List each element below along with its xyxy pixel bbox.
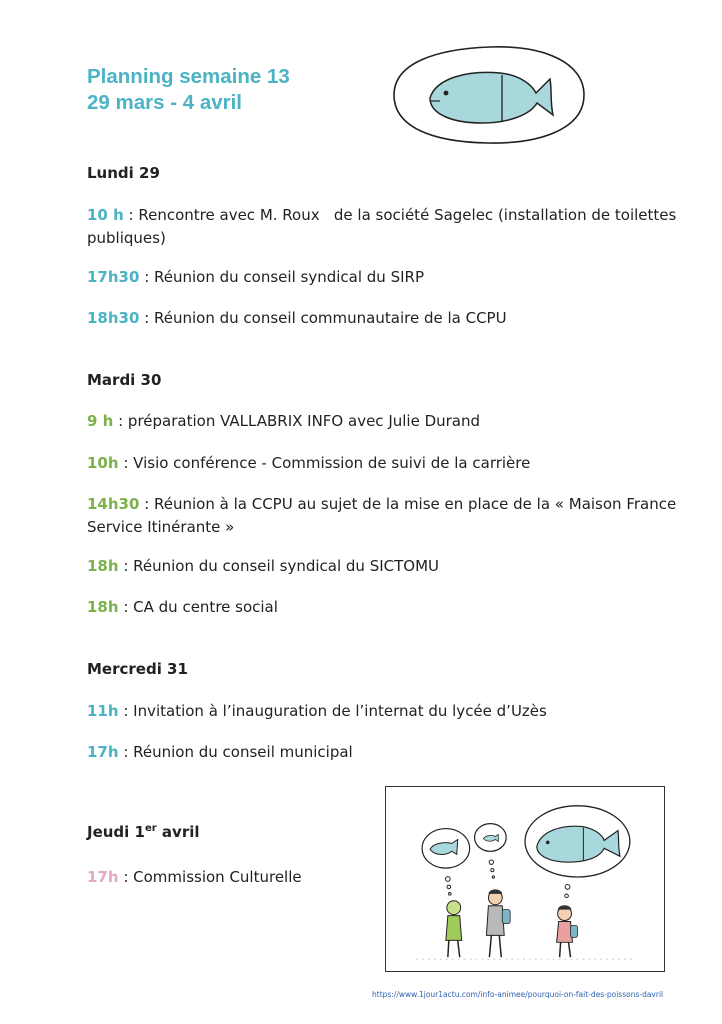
event-text: : Réunion du conseil syndical du SICTOMU xyxy=(118,557,440,575)
event-item xyxy=(87,741,677,764)
event-text: : préparation VALLABRIX INFO avec Julie Durand xyxy=(113,412,481,430)
event-text: : Invitation à l’inauguration de l’internat du lycée d’Uzès xyxy=(118,702,547,720)
day-heading-tuesday: Mardi 30 xyxy=(87,371,162,389)
title-week: Planning semaine 13 xyxy=(87,65,290,88)
event-time: 18h xyxy=(87,598,119,616)
event-text: : Réunion du conseil municipal xyxy=(118,743,353,761)
event-text: : Visio conférence - Commission de suivi de la carrière xyxy=(118,454,531,472)
event-time: 18h xyxy=(87,557,119,575)
event-item xyxy=(87,266,677,289)
event-time: 17h30 xyxy=(87,268,140,286)
children-dreaming-fish-illustration xyxy=(385,786,665,972)
event-text: : Réunion du conseil communautaire de la CCPU xyxy=(139,309,507,327)
event-text: : Rencontre avec M. Roux de la société Sagelec (installation de toilettes publiques) xyxy=(87,206,682,247)
title-dates: 29 mars - 4 avril xyxy=(87,91,242,114)
event-time: 18h30 xyxy=(87,309,140,327)
event-item xyxy=(87,700,677,723)
event-item xyxy=(87,452,677,475)
day-heading-wednesday: Mercredi 31 xyxy=(87,660,188,678)
event-time: 11h xyxy=(87,702,119,720)
event-item xyxy=(87,410,677,433)
event-time: 9 h xyxy=(87,412,114,430)
event-time: 17h xyxy=(87,868,119,886)
source-link[interactable]: https://www.1jour1actu.com/info-animee/pourquoi-on-fait-des-poissons-davril xyxy=(372,990,664,999)
day-heading-thursday xyxy=(87,823,200,841)
event-item xyxy=(87,307,677,330)
event-item xyxy=(87,493,681,539)
event-time: 14h30 xyxy=(87,495,140,513)
event-time: 17h xyxy=(87,743,119,761)
event-text: : CA du centre social xyxy=(118,598,278,616)
fish-thought-bubble-icon xyxy=(390,43,588,147)
event-time: 10 h xyxy=(87,206,124,224)
day-heading-monday: Lundi 29 xyxy=(87,164,160,182)
event-item xyxy=(87,204,682,250)
event-time: 10h xyxy=(87,454,119,472)
day-label-month: avril xyxy=(156,823,200,841)
page-title xyxy=(87,64,290,116)
day-label-superscript: er xyxy=(144,823,157,834)
event-item xyxy=(87,555,677,578)
event-text: : Réunion du conseil syndical du SIRP xyxy=(139,268,424,286)
event-text: : Réunion à la CCPU au sujet de la mise en place de la « Maison France Service Itinérante » xyxy=(87,495,681,536)
event-item xyxy=(87,596,677,619)
day-label: Jeudi 1 xyxy=(87,823,145,841)
event-text: : Commission Culturelle xyxy=(118,868,302,886)
